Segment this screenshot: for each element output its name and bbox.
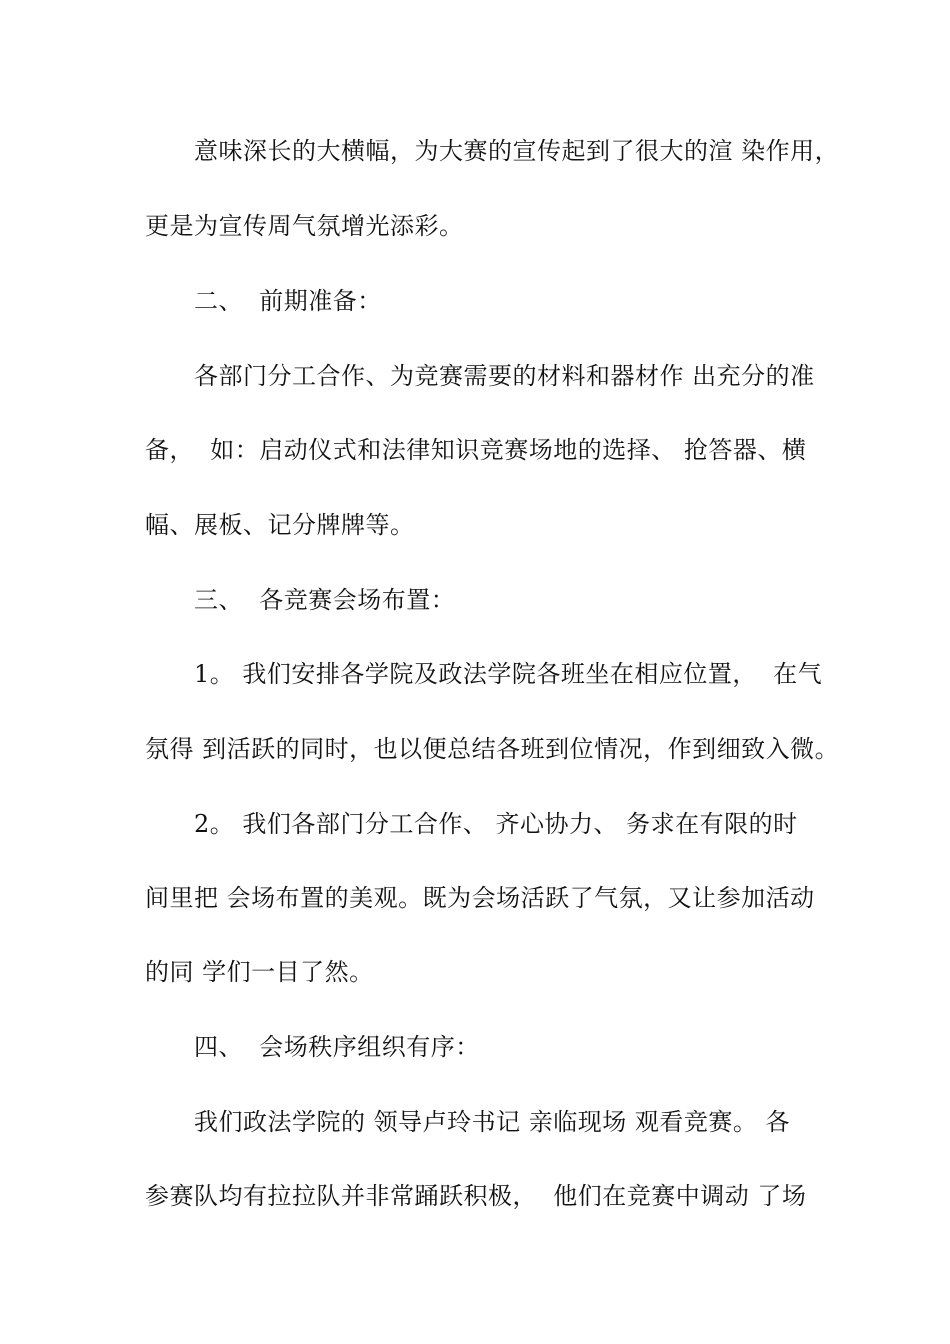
text-line-9: 氛得 到活跃的同时，也以便总结各班到位情况，作到细致入微。 (145, 735, 840, 763)
text-line-12: 的同 学们一目了然。 (145, 958, 374, 986)
text-line-10: 2。 我们各部门分工合作、 齐心协力、 务求在有限的时 (194, 810, 798, 838)
text-line-11: 间里把 会场布置的美观。既为会场活跃了气氛，又让参加活动 (145, 884, 815, 912)
text-line-15: 参赛队均有拉拉队并非常踊跃积极， 他们在竞赛中调动 了场 (145, 1182, 807, 1210)
section-heading-4: 四、 会场秩序组织有序： (194, 1033, 480, 1061)
text-line-14: 我们政法学院的 领导卢玲书记 亲临现场 观看竞赛。 各 (194, 1108, 791, 1136)
text-line-5: 备， 如：启动仪式和法律知识竞赛场地的选择、 抢答器、横 (145, 436, 807, 464)
text-line-4: 各部门分工合作、为竞赛需要的材料和器材作 出充分的准 (194, 362, 815, 390)
text-line-2: 更是为宣传周气氛增光添彩。 (145, 212, 464, 240)
text-line-6: 幅、展板、记分牌牌等。 (145, 511, 415, 539)
section-heading-2: 二、 前期准备： (194, 287, 382, 315)
section-heading-3: 三、 各竞赛会场布置： (194, 586, 456, 614)
text-line-8: 1。 我们安排各学院及政法学院各班坐在相应位置， 在气 (194, 660, 823, 688)
text-line-1: 意味深长的大横幅，为大赛的宣传起到了很大的渲 染作用， (194, 137, 840, 165)
